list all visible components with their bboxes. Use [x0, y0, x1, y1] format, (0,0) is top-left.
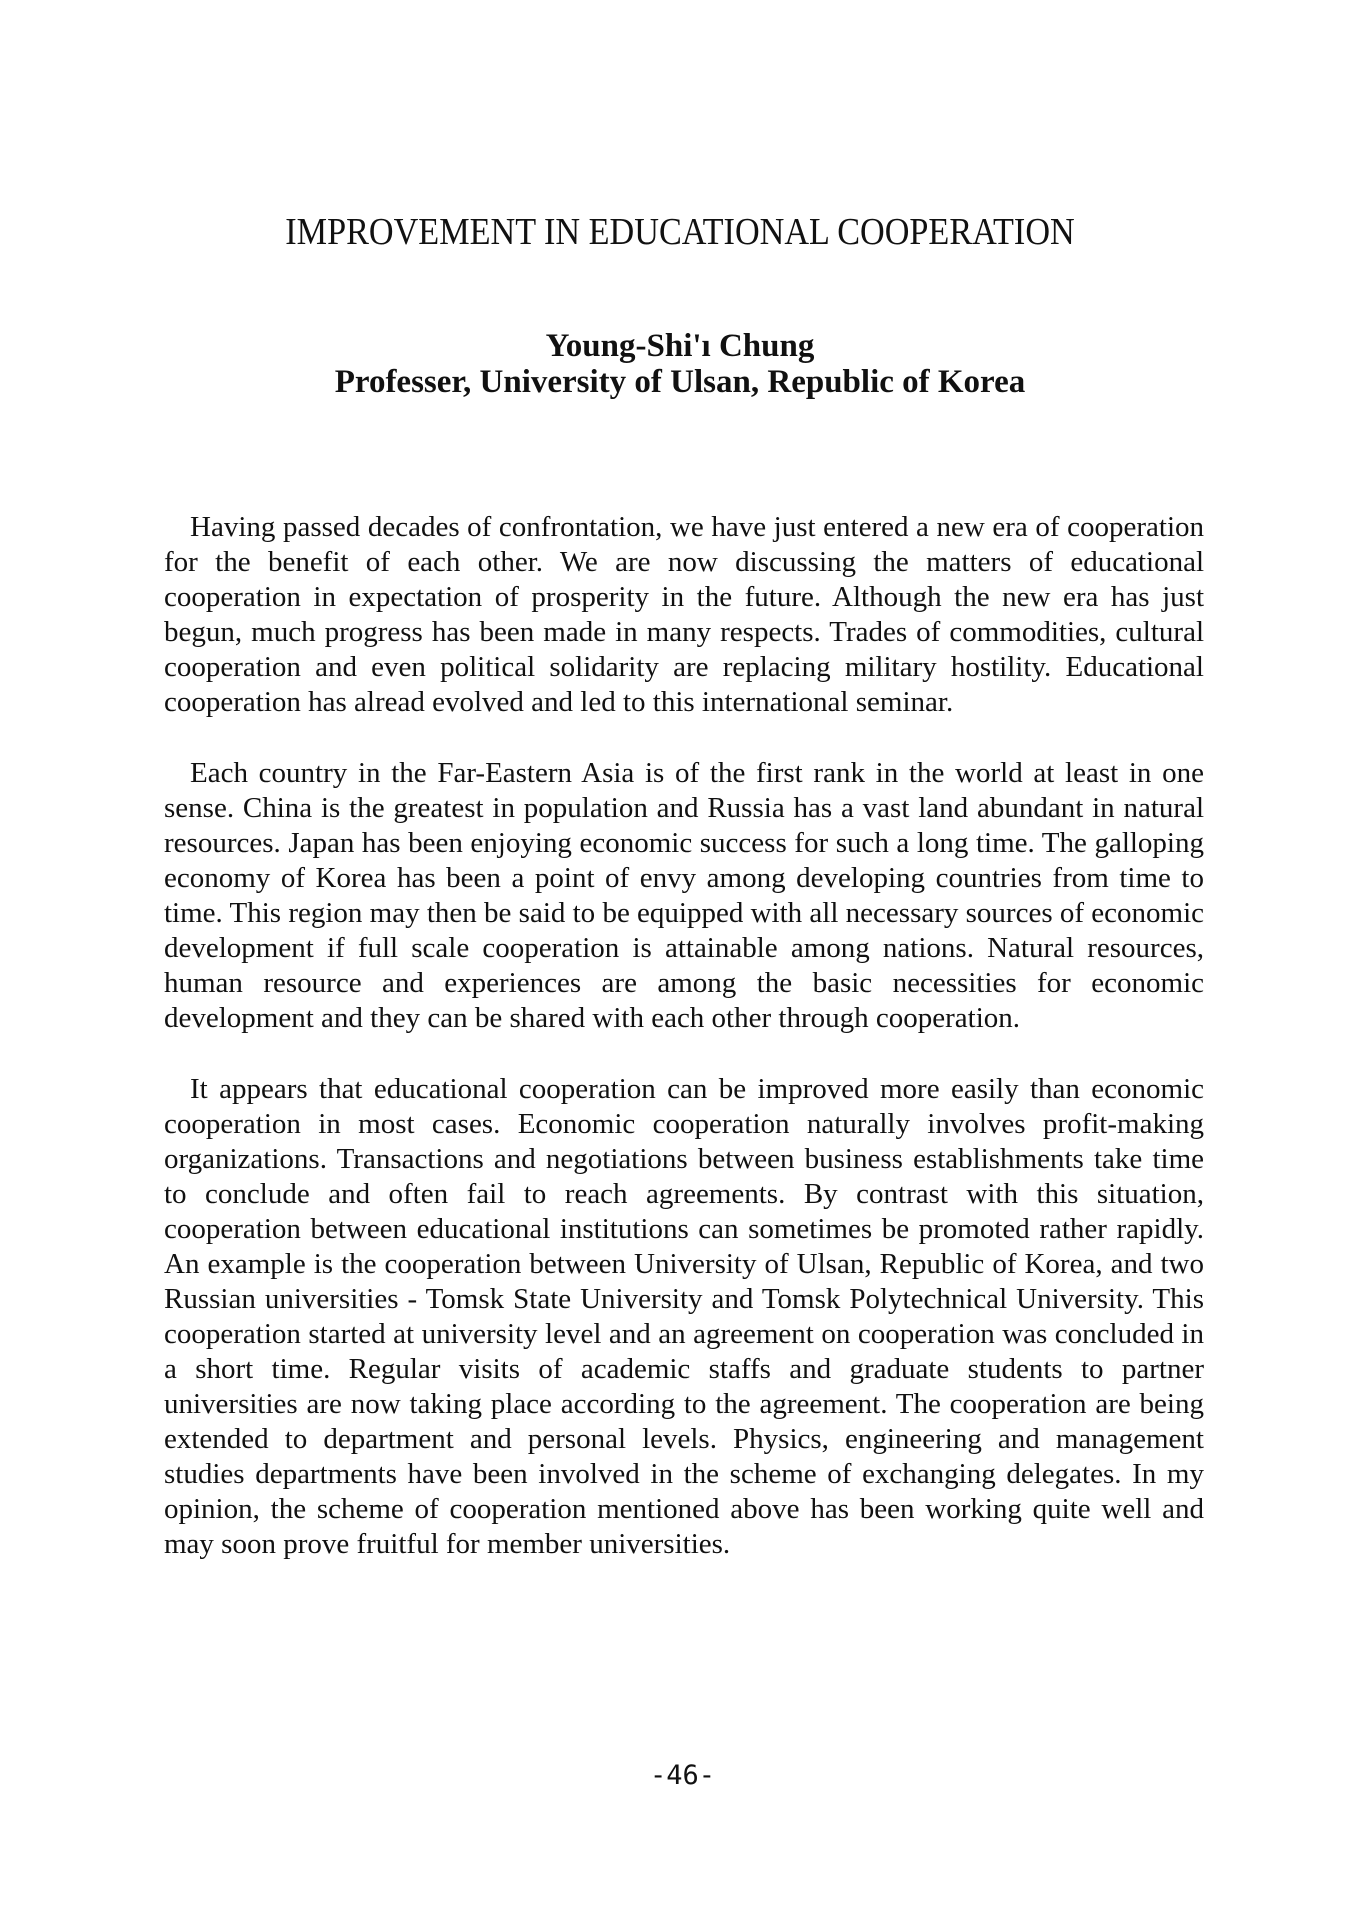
author-block [160, 328, 1200, 400]
paper-title: IMPROVEMENT IN EDUCATIONAL COOPERATION [285, 211, 1075, 253]
paragraph-2: Each country in the Far-Eastern Asia is of the first rank in the world at least in one sense. China is the greatest in population and Russia has a vast land abundant in natural resources. Japan has been enjoying economic success for such a long time. The galloping economy of Korea has been a point of envy among developing countries from time to time. This region may then be said to be equipped with all necessary sources of economic development if full scale cooperation is attainable among nations. Natural resources, human resource and experiences are among the basic necessities for economic development and they can be shared with each other through cooperation. [164, 757, 1204, 1034]
author-name: Young-Shi'ı Chung [545, 328, 815, 364]
author-affiliation: Professer, University of Ulsan, Republic of Korea [334, 364, 1026, 400]
paragraph-1: Having passed decades of confrontation, we have just entered a new era of cooperation for the benefit of each other. We are now discussing the matters of educational cooperation in expectation of prosperity in the future. Although the new era has just begun, much progress has been made in many respects. Trades of commodities, cultural cooperation and even political solidarity are replacing military hostility. Educational cooperation has alread evolved and led to this international seminar. [164, 511, 1204, 718]
paragraph-3: It appears that educational cooperation can be improved more easily than economic cooperation in most cases. Economic cooperation naturally involves profit-making organizations. Transactions and negotiations between business establishments take time to conclude and often fail to reach agreements. By contrast with this situation, cooperation between educational institutions can sometimes be promoted rather rapidly. An example is the cooperation between University of Ulsan, Republic of Korea, and two Russian universities - Tomsk State University and Tomsk Polytechnical University. This cooperation started at university level and an agreement on cooperation was concluded in a short time. Regular visits of academic staffs and graduate students to partner universities are now taking place according to the agreement. The cooperation are being extended to department and personal levels. Physics, engineering and management studies departments have been involved in the scheme of exchanging delegates. In my opinion, the scheme of cooperation mentioned above has been working quite well and may soon prove fruitful for member universities. [164, 1073, 1204, 1560]
page-number: -46- [649, 1760, 716, 1791]
body-text [164, 510, 1204, 1598]
